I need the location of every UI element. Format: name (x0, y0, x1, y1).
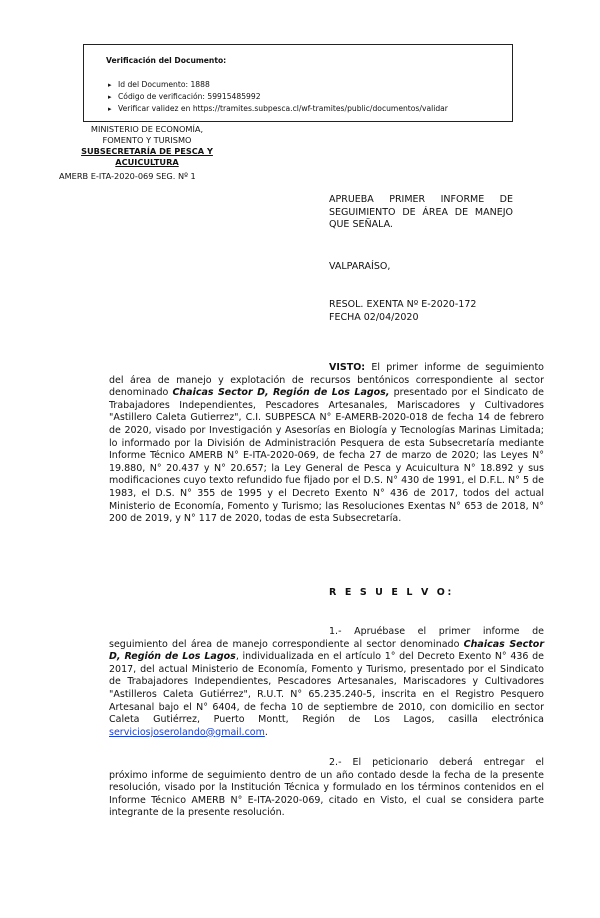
visto-text-1: El primer informe de seguimiento del área de manejo y explotación de recursos bentónicos correspondiente al sector denominado (109, 362, 544, 399)
ministry-line-1: MINISTERIO DE ECONOMÍA, (90, 124, 204, 134)
verification-list (106, 79, 512, 115)
visto-label: VISTO: (329, 362, 366, 373)
ministry-line-2: FOMENTO Y TURISMO (102, 135, 192, 145)
point-1-number: 1.- (329, 626, 342, 637)
verification-url[interactable]: ▸ Verificar validez en https://tramites.subpesca.cl/wf-tramites/public/documentos/validar (118, 103, 512, 115)
resuelvo-heading: R E S U E L V O: (329, 587, 454, 598)
subject: APRUEBA PRIMER INFORME DE SEGUIMIENTO DE ÁREA DE MANEJO QUE SEÑALA. (329, 194, 513, 231)
subsecretaria-line-2: ACUICULTURA (115, 157, 179, 167)
point-1-text-2: , individualizada en el artículo 1° del Decreto Exento N° 436 de 2017, del actual Ministerio de Economía, Fomento y Turismo, presentado por el Sindicato de Trabajadores Independientes, Pescadores Artesanales, Mariscadores y Cultivadores "Astilleros Caleta Gutiérrez", R.U.T. N° 65.235.240-5, inscrita en el Registro Pesquero Artesanal bajo el N° 6404, de fecha 10 de septiembre de 2010, con domicilio en sector Caleta Gutiérrez, Puerto Montt, Región de Los Lagos, casilla electrónica (109, 651, 545, 726)
reference-code: AMERB E-ITA-2020-069 SEG. Nº 1 (59, 171, 196, 181)
point-1-sector: Chaicas Sector D, Región de Los Lagos (109, 638, 545, 663)
point-1-text-1: Apruébase el primer informe de seguimiento del área de manejo correspondiente al sector denominado (109, 626, 544, 650)
document-id: ▸ Id del Documento: 1888 (118, 79, 512, 91)
resolution-number: RESOL. EXENTA Nº E-2020-172 (329, 299, 477, 310)
visto-text-2: presentado por el Sindicato de Trabajadores Independientes, Pescadores Artesanales, Mariscadores y Cultivadores "Astillero Caleta Gutierrez", C.I. SUBPESCA N° E-AMERB-2020-018 de fecha 14 de febrero de 2020, visado por Investigación y Asesorías en Biología y Tecnologías Marinas Limitada; lo informado por la División de Administración Pesquera de esta Subsecretaría mediante Informe Técnico AMERB N° E-ITA-2020-069, de fecha 27 de marzo de 2020; las Leyes N° 19.880, N° 20.437 y N° 20.657; la Ley General de Pesca y Acuicultura N° 18.892 y sus modificaciones cuyo texto refundido fue fijado por el D.S. N° 430 de 1991, el D.F.L. N° 5 de 1983, el D.S. N° 355 de 1995 y el Decreto Exento N° 436 de 2017, todos del actual Ministerio de Economía, Fomento y Turismo; las Resoluciones Exentas N° 653 de 2018, N° 200 de 2019, y N° 117 de 2020, todas de esta Subsecretaría. (109, 387, 544, 525)
verification-code: ▸ Código de verificación: 59915485992 (118, 91, 512, 103)
subsecretaria-line-1: SUBSECRETARÍA DE PESCA Y (81, 146, 213, 156)
ministry-header (55, 124, 239, 168)
point-2-text: El peticionario deberá entregar el próximo informe de seguimiento dentro de un año contado desde la fecha de la presente resolución, visado por la Institución Técnica y formulado en los términos contenidos en el Informe Técnico AMERB N° E-ITA-2020-069, citado en Visto, el cual se considera parte integrante de la presente resolución. (109, 757, 544, 819)
point-2-number: 2.- (329, 757, 342, 768)
resolution-date: FECHA 02/04/2020 (329, 311, 419, 323)
verification-title: Verificación del Documento: (106, 56, 227, 65)
visto-paragraph (109, 362, 544, 526)
resolution-info (329, 299, 476, 324)
point-1-text-3: . (264, 726, 268, 738)
email-link[interactable]: serviciosjoserolando@gmail.com (109, 726, 265, 738)
place: VALPARAÍSO, (329, 261, 391, 272)
resolution-point-1 (109, 626, 544, 739)
resolution-point-2 (109, 757, 544, 820)
verification-box (83, 44, 513, 122)
visto-sector: Chaicas Sector D, Región de Los Lagos, (172, 387, 390, 399)
